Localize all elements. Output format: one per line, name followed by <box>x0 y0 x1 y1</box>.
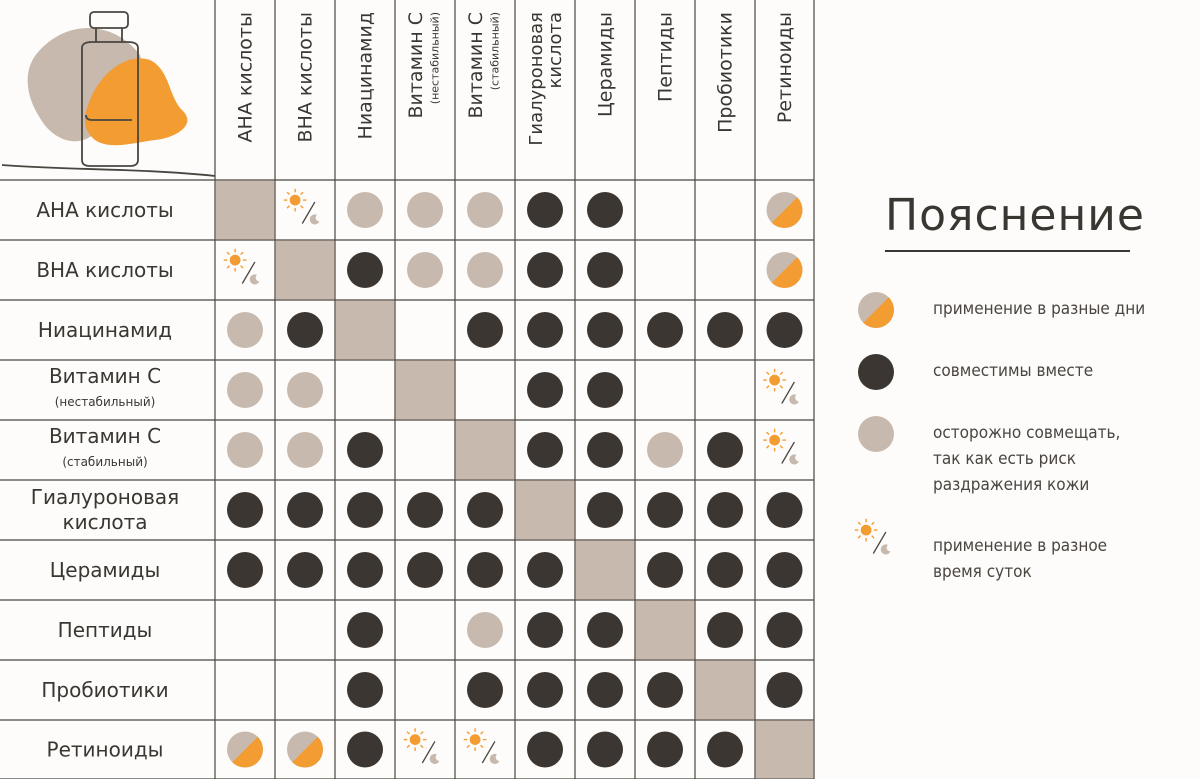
dark-circle-icon <box>347 552 383 588</box>
dark-circle-icon <box>767 672 803 708</box>
dark-circle-icon <box>647 672 683 708</box>
row-header-sublabel: (стабильный) <box>62 455 148 469</box>
row-header-label: Гиалуроновая <box>30 485 180 509</box>
diagonal-cell <box>756 721 814 779</box>
column-header <box>355 12 377 139</box>
row-header-label: Пробиотики <box>41 678 169 702</box>
row-header-label: АНА кислоты <box>36 198 174 222</box>
sun-moon-icon <box>763 369 799 405</box>
column-header-label: Ретиноиды <box>774 12 797 124</box>
row-header-label: ВНА кислоты <box>36 258 174 282</box>
dark-circle-icon <box>707 312 743 348</box>
dark-circle-icon <box>347 732 383 768</box>
row-header <box>49 424 161 469</box>
diagonal-cell <box>636 601 695 660</box>
dark-circle-icon <box>467 312 503 348</box>
dark-circle-icon <box>527 252 563 288</box>
row-header <box>41 678 168 702</box>
dark-circle-icon <box>647 492 683 528</box>
sun-moon-icon <box>404 728 440 764</box>
sun-moon-icon <box>855 519 891 555</box>
dark-circle-icon <box>407 492 443 528</box>
tan-circle-icon <box>647 432 683 468</box>
dark-circle-icon <box>527 732 563 768</box>
legend-item-text: применение в разное время суток <box>933 536 1108 582</box>
dark-circle-icon <box>287 312 323 348</box>
sun-moon-icon <box>284 189 320 225</box>
legend-title-underline <box>885 250 1130 252</box>
row-header <box>49 364 161 409</box>
dark-circle-icon <box>587 492 623 528</box>
row-header <box>47 738 164 762</box>
tan-circle-icon <box>407 252 443 288</box>
sun-moon-icon <box>464 728 500 764</box>
dark-circle-icon <box>527 552 563 588</box>
sun-moon-icon <box>763 429 799 465</box>
half-circle-icon <box>858 292 894 328</box>
column-header-sublabel: (нестабильный) <box>428 12 442 105</box>
column-header-label: Витамин С <box>405 12 428 119</box>
row-header-sublabel: кислота <box>62 510 148 534</box>
diagonal-cell <box>396 361 455 420</box>
dark-circle-icon <box>587 672 623 708</box>
dark-circle-icon <box>767 312 803 348</box>
dark-circle-icon <box>647 312 683 348</box>
legend-title: Пояснение <box>885 190 1145 241</box>
half-circle-icon <box>227 732 263 768</box>
dark-circle-icon <box>467 492 503 528</box>
dark-circle-icon <box>347 612 383 648</box>
tan-circle-icon <box>227 372 263 408</box>
column-header <box>715 12 737 133</box>
diagonal-cell <box>276 241 335 300</box>
dark-circle-icon <box>347 492 383 528</box>
dark-circle-icon <box>707 552 743 588</box>
column-header-label: Витамин С <box>465 12 488 119</box>
dark-circle-icon <box>467 552 503 588</box>
column-header-label: АНА кислоты <box>234 12 257 143</box>
dark-circle-icon <box>647 552 683 588</box>
row-header <box>36 198 173 222</box>
row-header-label: Церамиды <box>49 558 161 582</box>
column-header <box>295 12 317 142</box>
row-header-label: Витамин С <box>48 424 162 448</box>
dark-circle-icon <box>587 192 623 228</box>
dark-circle-icon <box>587 432 623 468</box>
row-header <box>58 618 153 642</box>
dark-circle-icon <box>767 492 803 528</box>
half-circle-icon <box>287 732 323 768</box>
diagonal-cell <box>576 541 635 600</box>
dark-circle-icon <box>587 372 623 408</box>
dark-circle-icon <box>347 252 383 288</box>
dark-circle-icon <box>707 732 743 768</box>
column-header-label: Гиалуроновая <box>525 12 547 146</box>
column-header-label: Ниацинамид <box>354 12 377 140</box>
column-header <box>235 12 257 142</box>
row-header <box>36 258 173 282</box>
dark-circle-icon <box>467 672 503 708</box>
dark-circle-icon <box>647 732 683 768</box>
row-header <box>31 485 179 534</box>
dark-circle-icon <box>587 732 623 768</box>
dark-circle-icon <box>527 672 563 708</box>
tan-circle-icon <box>467 612 503 648</box>
legend-icon <box>851 515 901 565</box>
tan-circle-icon <box>858 416 894 452</box>
bottle-illustration <box>2 12 215 176</box>
dark-circle-icon <box>587 312 623 348</box>
legend-item-text: совместимы вместе <box>933 361 1094 381</box>
row-header <box>38 318 172 342</box>
dark-circle-icon <box>287 492 323 528</box>
dark-circle-icon <box>707 432 743 468</box>
row-header-label: Пептиды <box>57 618 153 642</box>
column-header-label: Пептиды <box>654 12 677 102</box>
half-circle-icon <box>767 252 803 288</box>
dark-circle-icon <box>407 552 443 588</box>
tan-circle-icon <box>227 432 263 468</box>
dark-circle-icon <box>527 192 563 228</box>
column-header <box>526 12 566 146</box>
tan-circle-icon <box>347 192 383 228</box>
dark-circle-icon <box>527 372 563 408</box>
dark-circle-icon <box>707 612 743 648</box>
row-header-label: Ниацинамид <box>37 318 173 342</box>
dark-circle-icon <box>587 252 623 288</box>
dark-circle-icon <box>347 672 383 708</box>
dark-circle-icon <box>858 354 894 390</box>
half-circle-icon <box>767 192 803 228</box>
column-header <box>655 12 677 102</box>
legend-icon <box>851 347 901 397</box>
dark-circle-icon <box>707 492 743 528</box>
dark-circle-icon <box>587 612 623 648</box>
column-header-label: Пробиотики <box>714 12 737 133</box>
row-header-sublabel: (нестабильный) <box>54 395 156 409</box>
column-header <box>405 12 441 119</box>
legend-item-text: применение в разные дни <box>933 299 1146 319</box>
diagonal-cell <box>456 421 515 480</box>
dark-circle-icon <box>347 432 383 468</box>
dark-circle-icon <box>767 612 803 648</box>
tan-circle-icon <box>287 372 323 408</box>
tan-circle-icon <box>227 312 263 348</box>
tan-circle-icon <box>407 192 443 228</box>
row-header-label: Ретиноиды <box>46 737 164 762</box>
row-header-label: Витамин С <box>48 364 162 388</box>
column-header-sublabel: (стабильный) <box>488 12 502 91</box>
diagonal-cell <box>216 181 275 240</box>
legend-icon <box>851 285 901 335</box>
dark-circle-icon <box>227 552 263 588</box>
dark-circle-icon <box>527 312 563 348</box>
column-header-sublabel: кислота <box>544 12 566 89</box>
column-header-label: Церамиды <box>594 12 617 117</box>
diagonal-cell <box>336 301 395 360</box>
column-header <box>595 12 617 117</box>
tan-circle-icon <box>287 432 323 468</box>
dark-circle-icon <box>227 492 263 528</box>
legend-icon <box>851 409 901 459</box>
diagonal-cell <box>696 661 755 720</box>
dark-circle-icon <box>527 612 563 648</box>
legend-item-text: осторожно совмещать, так как есть риск раздражения кожи <box>933 423 1121 495</box>
tan-circle-icon <box>467 192 503 228</box>
dark-circle-icon <box>527 432 563 468</box>
tan-circle-icon <box>467 252 503 288</box>
dark-circle-icon <box>287 552 323 588</box>
row-header <box>50 558 161 582</box>
diagonal-cell <box>516 481 575 540</box>
column-header <box>465 12 501 119</box>
column-header-label: ВНА кислоты <box>294 12 317 143</box>
dark-circle-icon <box>767 552 803 588</box>
column-header <box>774 12 796 123</box>
sun-moon-icon <box>224 249 260 285</box>
